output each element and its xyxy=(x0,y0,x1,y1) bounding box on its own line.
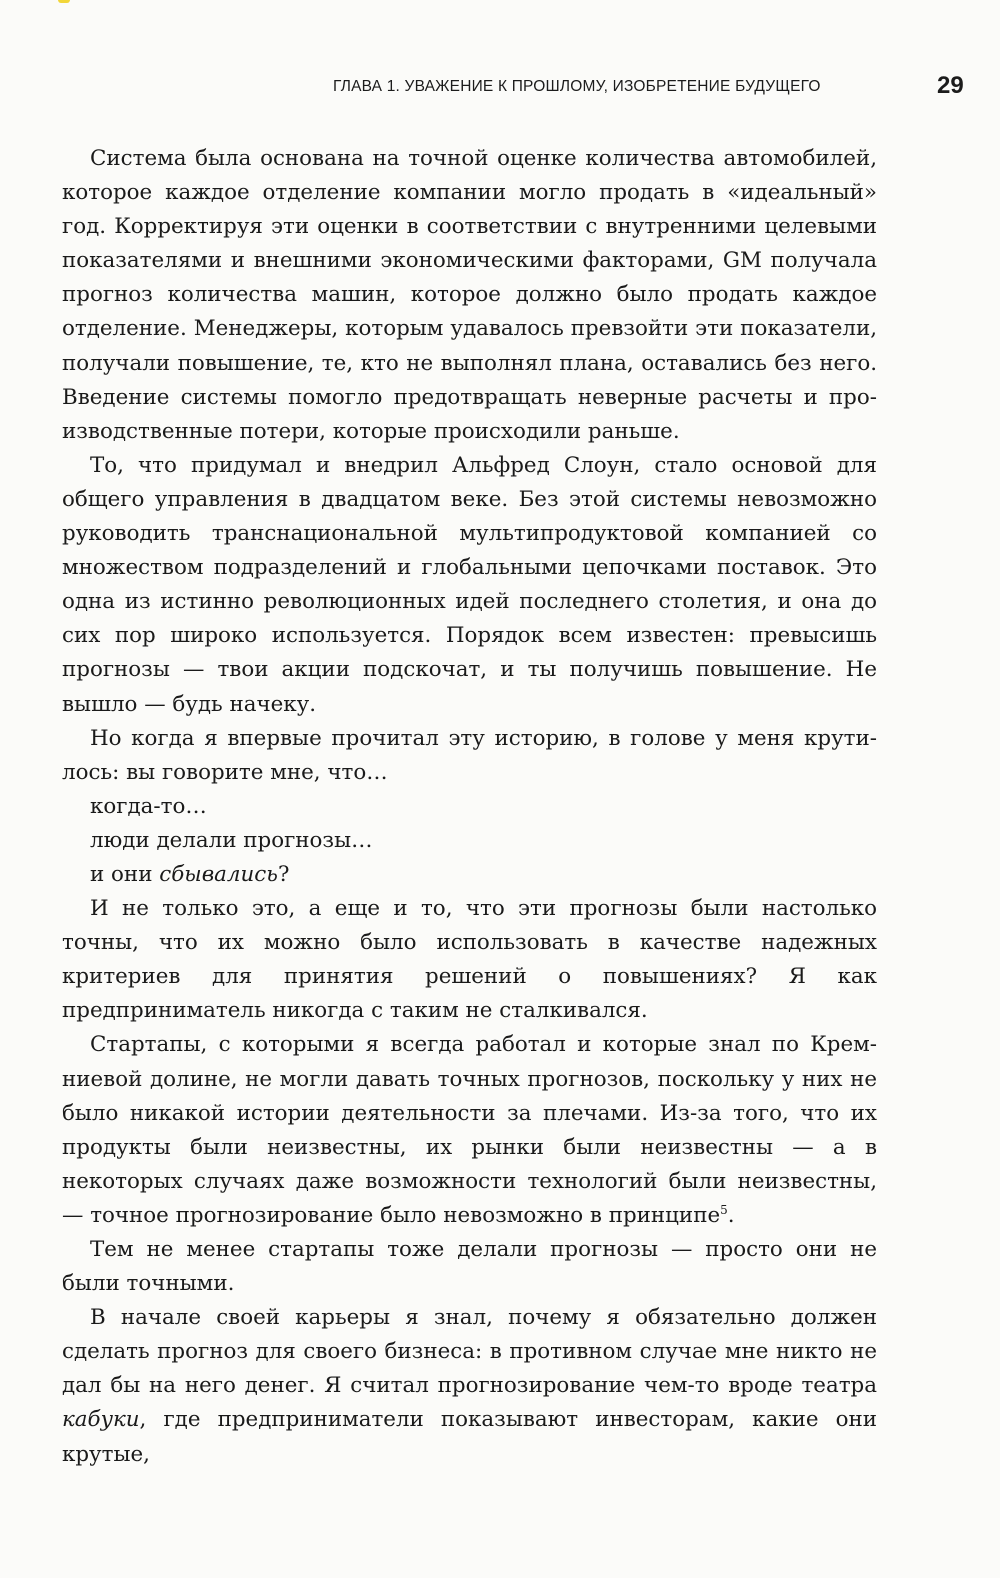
paragraph: Тем не менее стартапы тоже делали прогнозы — просто они не были точными. xyxy=(62,1237,877,1297)
verse-line xyxy=(62,858,877,892)
main-text xyxy=(62,142,877,1472)
paragraph-text: . xyxy=(727,1202,735,1228)
paragraph: Но когда я впервые прочитал эту историю, в голове у меня крутилось: вы говорите мне, что… xyxy=(62,725,877,785)
paragraph-text: , где предприниматели показывают инвесторам, какие они крутые, xyxy=(62,1407,877,1467)
verse-italic: сбывались xyxy=(159,861,278,887)
paragraph xyxy=(62,1028,877,1233)
running-head: ГЛАВА 1. УВАЖЕНИЕ К ПРОШЛОМУ, ИЗОБРЕТЕНИЕ БУДУЩЕГО xyxy=(333,78,821,95)
verse-line: когда-то… xyxy=(90,793,207,819)
paragraph-text: В начале своей карьеры я знал, почему я обязательно должен сделать прогноз для своего бизнеса: в противном случае мне никто не дал бы на него денег. Я считал прогнозирование чем-то вроде театра xyxy=(62,1305,877,1399)
page-number: 29 xyxy=(937,72,964,99)
paragraph-text: Стартапы, с которыми я всегда работал и которые знал по Кремниевой долине, не могли давать точных прогнозов, поскольку у них не было никакой истории деятельности за плечами. Из-за того, что их продукты были неизвестны, их рынки были неизвестны — а в некоторых случаях даже возможности технологий были неизвестны, — точное прогнозирование было невозможно в принципе xyxy=(62,1032,877,1228)
page-header xyxy=(0,70,1000,110)
footnote-marker: 5 xyxy=(720,1202,728,1217)
verse-text: ? xyxy=(277,861,290,887)
paragraph: Система была основана на точной оценке количества автомобилей, которое каждое отделение компании могло продать в «идеальный» год. Корректируя эти оценки в соответствии с внутренними целевыми показателями и внешними экономическими факторами, GM получала прогноз количества машин, которое должно было продать каждое отделение. Менеджеры, которым удавалось превзойти эти показатели, получали повышение, те, кто не выполнял плана, оставались без него. Введение системы помогло предотвращать неверные расчеты и производственные потери, которые происходили раньше. xyxy=(62,146,877,444)
verse-line: люди делали прогнозы… xyxy=(90,827,373,853)
paragraph xyxy=(62,1301,877,1471)
paragraph: И не только это, а еще и то, что эти прогнозы были настолько точны, что их можно было использовать в качестве надежных критериев для принятия решений о повышениях? Я как предприниматель никогда с таким не сталкивался. xyxy=(62,896,877,1024)
highlighter-mark xyxy=(58,0,70,3)
paragraph-italic: кабуки xyxy=(62,1407,140,1433)
paragraph: То, что придумал и внедрил Альфред Слоун, стало основой для общего управления в двадцатом веке. Без этой системы невозможно руководить транснациональной мультипродуктовой компанией со множеством подразделений и глобальными цепочками поставок. Это одна из истинно революционных идей последнего столетия, и она до сих пор широко используется. Порядок всем известен: превысишь прогнозы — твои акции подскочат, и ты получишь повышение. Не вышло — будь начеку. xyxy=(62,452,877,717)
verse-text: и они xyxy=(90,861,160,887)
